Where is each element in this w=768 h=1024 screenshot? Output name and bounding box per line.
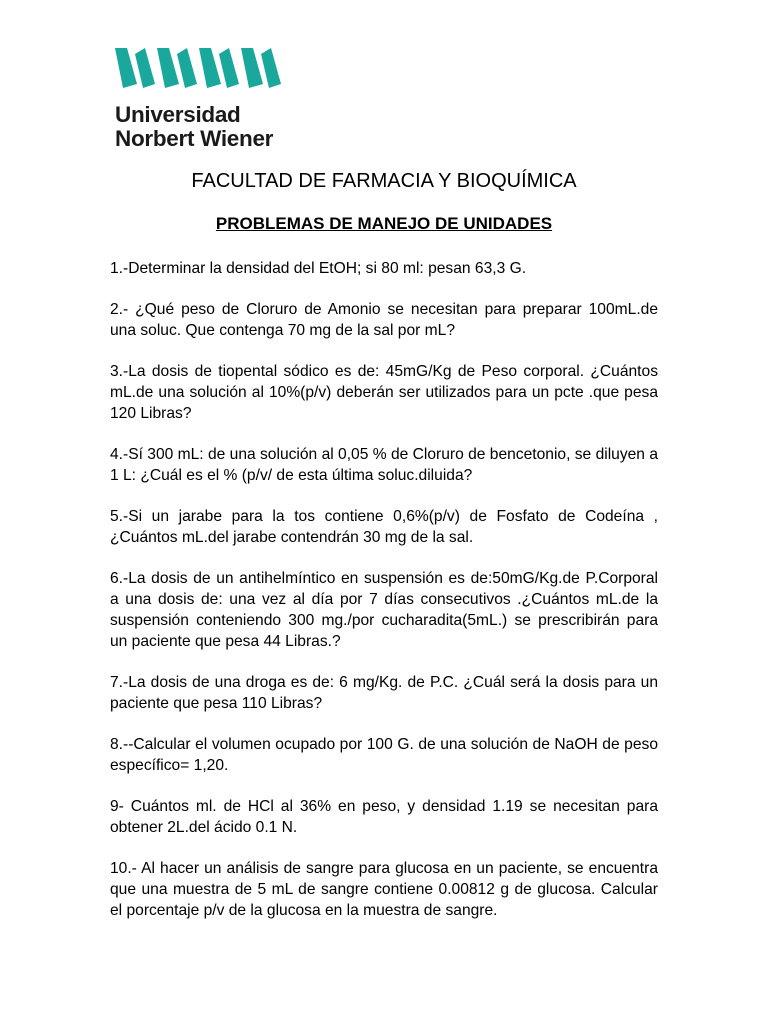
problem-item: 4.-Sí 300 mL: de una solución al 0,05 % de Cloruro de bencetonio, se diluyen a 1 L: ¿Cuál es el % (p/v/ de esta última soluc.diluida? [110,446,658,484]
problem-item: 2.- ¿Qué peso de Cloruro de Amonio se necesitan para preparar 100mL.de una soluc. Que contenga 70 mg de la sal por mL? [110,301,658,339]
problem-item: 7.-La dosis de una droga es de: 6 mg/Kg. de P.C. ¿Cuál será la dosis para un paciente que pesa 110 Libras? [110,674,658,712]
problem-item: 5.-Si un jarabe para la tos contiene 0,6%(p/v) de Fosfato de Codeína ,¿Cuántos mL.del jarabe contendrán 30 mg de la sal. [110,508,658,546]
problem-item: 10.- Al hacer un análisis de sangre para glucosa en un paciente, se encuentra que una muestra de 5 mL de sangre contiene 0.00812 g de glucosa. Calcular el porcentaje p/v de la glucosa en la muestra de sangre. [110,860,658,919]
university-logo-icon [113,44,288,92]
problem-item: 8.--Calcular el volumen ocupado por 100 G. de una solución de NaOH de peso específico= 1,20. [110,736,658,774]
problem-list [110,258,658,941]
problem-item: 3.-La dosis de tiopental sódico es de: 45mG/Kg de Peso corporal. ¿Cuántos mL.de una solución al 10%(p/v) deberán ser utilizados para un pcte .que pesa 120 Libras? [110,363,658,422]
document-title: PROBLEMAS DE MANEJO DE UNIDADES [215,214,553,233]
problem-item: 1.-Determinar la densidad del EtOH; si 80 ml: pesan 63,3 G. [110,260,527,277]
university-name-line2: Norbert Wiener [115,126,274,151]
problem-item: 6.-La dosis de un antihelmíntico en suspensión es de:50mG/Kg.de P.Corporal a una dosis de: una vez al día por 7 días consecutivos .¿Cuántos mL.de la suspensión conteniendo 300 mg./por cucharadita(5mL.) se prescribirán para un paciente que pesa 44 Libras.? [110,570,658,650]
university-name [115,103,273,151]
problem-item: 9- Cuántos ml. de HCl al 36% en peso, y densidad 1.19 se necesitan para obtener 2L.del ácido 0.1 N. [110,798,658,836]
university-name-line1: Universidad [115,102,241,127]
university-logo [113,44,288,92]
faculty-heading: FACULTAD DE FARMACIA Y BIOQUÍMICA [191,170,577,192]
